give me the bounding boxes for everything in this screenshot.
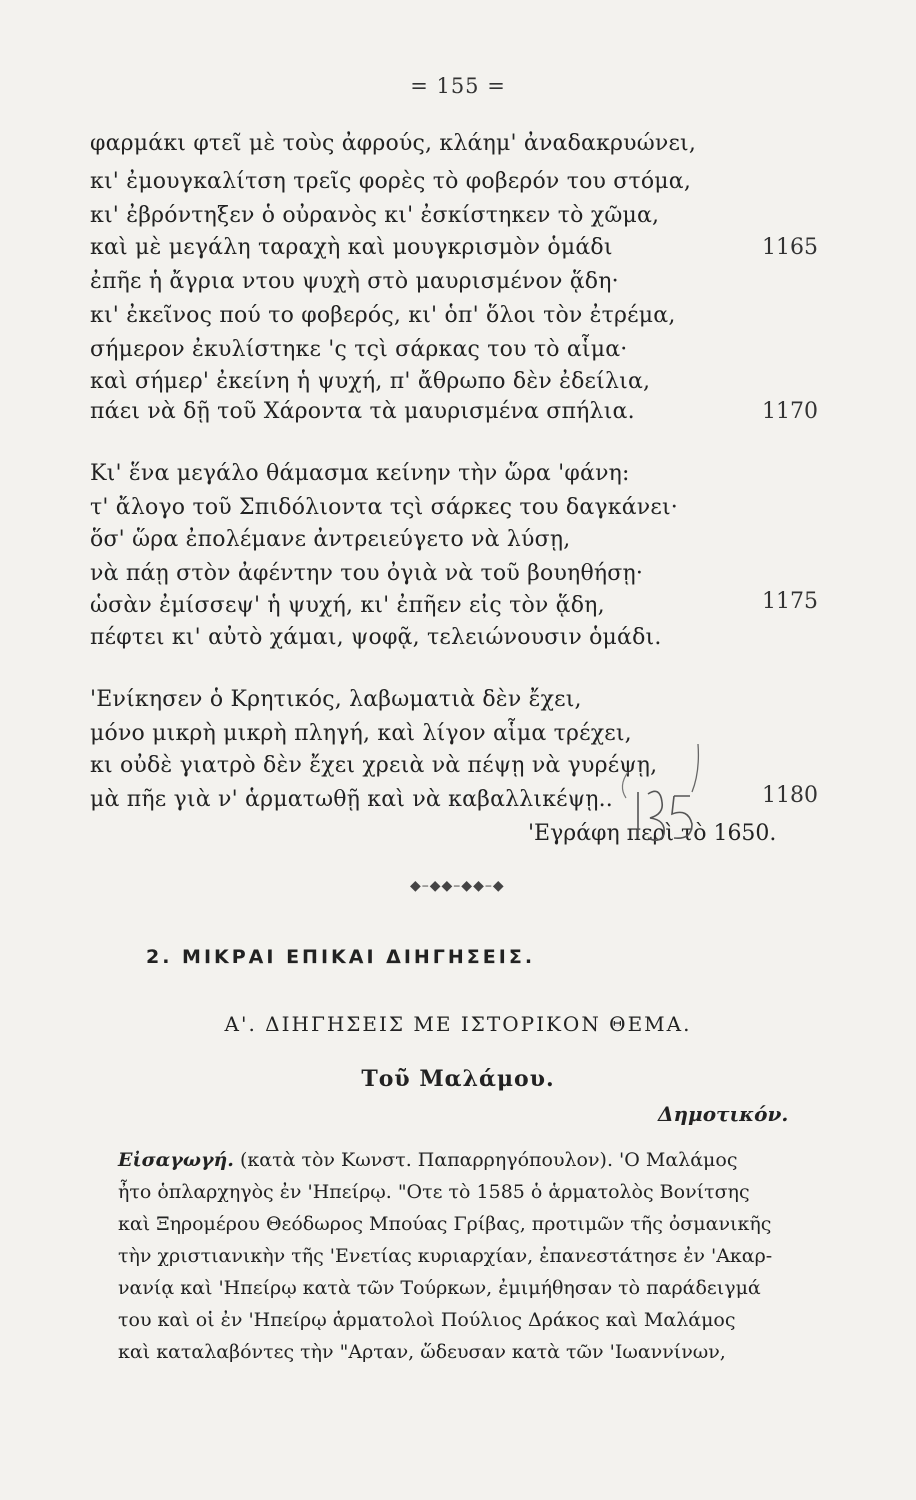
ornament-divider: ◆–◆◆–◆◆–◆ <box>410 878 505 894</box>
verse-line: Κι' ἕνα μεγάλο θάμασμα κείνην τὴν ὥρα 'φάνη: <box>90 461 630 486</box>
verse-line: κι' ἐβρόντηξεν ὁ οὐρανὸς κι' ἐσκίστηκεν τὸ χῶμα, <box>90 203 660 228</box>
introduction-paragraph <box>118 1144 838 1368</box>
line-number: 1165 <box>762 235 818 260</box>
verse-line: μὰ πῆε γιὰ ν' ἁρματωθῇ καὶ νὰ καβαλλικέψῃ.. <box>90 787 614 812</box>
prose-line: του καὶ οἱ ἐν 'Ηπείρῳ ἁρματολοὶ Πούλιος Δράκος καὶ Μαλάμος <box>118 1309 736 1331</box>
prose-line-text: (κατὰ τὸν Κωνστ. Παπαρρηγόπουλον). 'Ο Μαλάμος <box>233 1149 738 1171</box>
verse-line: σήμερον ἐκυλίστηκε 'ς τςὶ σάρκας του τὸ αἷμα· <box>90 337 628 362</box>
verse-line: καὶ σήμερ' ἐκείνη ἡ ψυχή, π' ἄθρωπο δὲν ἐδείλια, <box>90 369 651 394</box>
page-number: = 155 = <box>410 74 506 98</box>
verse-line: πάει νὰ δῇ τοῦ Χάροντα τὰ μαυρισμένα σπήλια. <box>90 399 635 424</box>
line-number: 1170 <box>762 399 818 424</box>
verse-line: καὶ μὲ μεγάλη ταραχὴ καὶ μουγκρισμὸν ὁμάδι <box>90 235 613 260</box>
prose-line: καὶ Ξηρομέρου Θεόδωρος Μπούας Γρίβας, προτιμῶν τῆς ὀσμανικῆς <box>118 1213 772 1235</box>
prose-line <box>118 1144 838 1176</box>
verse-line: κι οὐδὲ γιατρὸ δὲν ἔχει χρειὰ νὰ πέψῃ νὰ γυρέψῃ, <box>90 753 658 778</box>
sub-heading: Α'. ΔΙΗΓΗΣΕΙΣ ΜΕ ΙΣΤΟΡΙΚΟΝ ΘΕΜΑ. <box>224 1012 692 1036</box>
verse-line: κι' ἐμουγκαλίτση τρεῖς φορὲς τὸ φοβερόν του στόμα, <box>90 169 692 194</box>
intro-lead: Εἰσαγωγή. <box>118 1149 234 1171</box>
prose-line: τὴν χριστιανικὴν τῆς 'Ενετίας κυριαρχίαν, ἐπανεστάτησε ἐν 'Ακαρ- <box>118 1245 773 1267</box>
poem-label: Δημοτικόν. <box>658 1102 789 1126</box>
section-heading: 2. ΜΙΚΡΑΙ ΕΠΙΚΑΙ ΔΙΗΓΗΣΕΙΣ. <box>146 946 536 968</box>
verse-line: φαρμάκι φτεῖ μὲ τοὺς ἀφρούς, κλάημ' ἀναδακρυώνει, <box>90 131 697 156</box>
handwritten-annotation <box>608 742 718 852</box>
verse-line: τ' ἄλογο τοῦ Σπιδόλιοντα τςὶ σάρκες του δαγκάνει· <box>90 495 678 520</box>
prose-line: ἦτο ὁπλαρχηγὸς ἐν 'Ηπείρῳ. "Οτε τὸ 1585 ὁ ἁρματολὸς Βονίτσης <box>118 1181 750 1203</box>
poem-title: Τοῦ Μαλάμου. <box>361 1066 555 1092</box>
line-number: 1175 <box>762 589 818 614</box>
verse-line: ὡσὰν ἐμίσσεψ' ἡ ψυχή, κι' ἐπῆεν εἰς τὸν ᾅδη, <box>90 593 605 618</box>
date-signature: 'Εγράφη περὶ τὸ 1650. <box>528 821 777 846</box>
prose-line: καὶ καταλαβόντες τὴν "Αρταν, ὥδευσαν κατὰ τῶν 'Ιωαννίνων, <box>118 1341 726 1363</box>
line-number: 1180 <box>762 783 818 808</box>
verse-line: ἐπῆε ἡ ἄγρια ντου ψυχὴ στὸ μαυρισμένον ᾅδη· <box>90 269 619 294</box>
verse-line: ὅσ' ὥρα ἐπολέμανε ἀντρειεύγετο νὰ λύσῃ, <box>90 527 571 552</box>
verse-line: νὰ πάῃ στὸν ἀφέντην του ὀγιὰ νὰ τοῦ βουηθήσῃ· <box>90 561 644 586</box>
verse-line: πέφτει κι' αὐτὸ χάμαι, ψοφᾷ, τελειώνουσιν ὁμάδι. <box>90 625 662 650</box>
verse-line: μόνο μικρὴ μικρὴ πληγή, καὶ λίγον αἷμα τρέχει, <box>90 721 632 746</box>
verse-line: 'Ενίκησεν ὁ Κρητικός, λαβωματιὰ δὲν ἔχει, <box>90 687 582 712</box>
prose-line: νανίᾳ καὶ 'Ηπείρῳ κατὰ τῶν Τούρκων, ἐμιμήθησαν τὸ παράδειγμά <box>118 1277 761 1299</box>
verse-line: κι' ἐκεῖνος πού το φοβερός, κι' ὁπ' ὅλοι τὸν ἐτρέμα, <box>90 303 676 328</box>
